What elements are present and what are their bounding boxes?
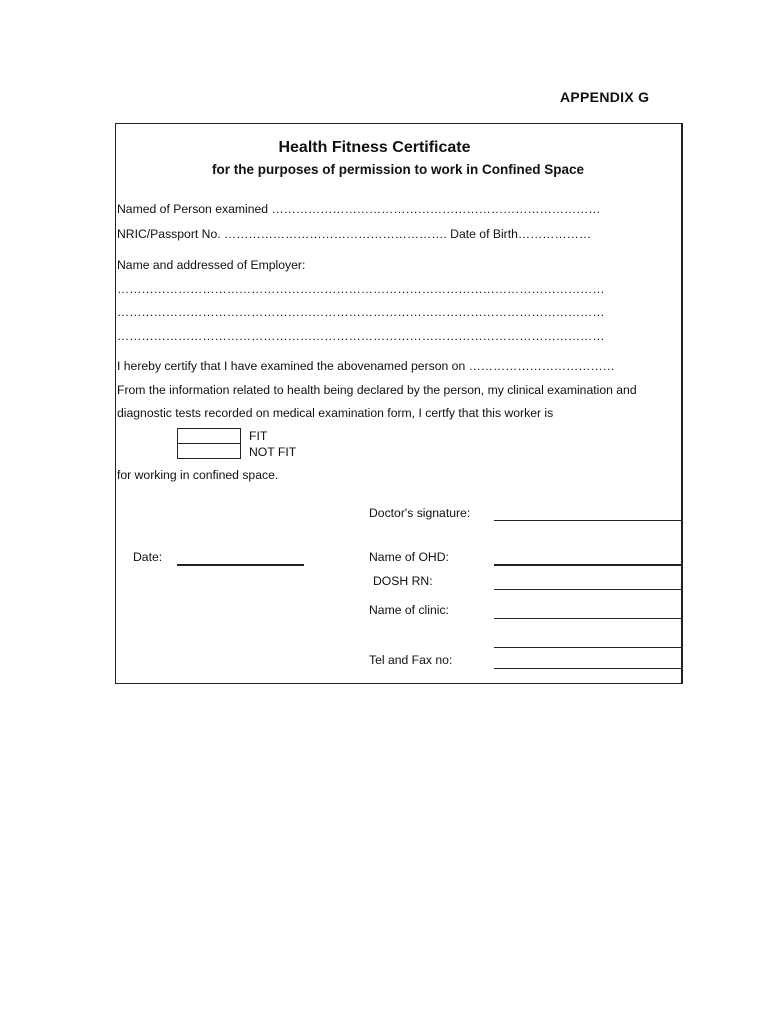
clinic-name-label: Name of clinic: xyxy=(369,603,449,617)
date-label: Date: xyxy=(133,550,163,564)
info-statement-line-2: diagnostic tests recorded on medical examination form, I certfy that this worker is xyxy=(117,406,554,420)
fit-checkbox[interactable] xyxy=(177,428,241,444)
employer-address-line-1[interactable]: ………………………………………………………………………………………………………… xyxy=(117,282,605,296)
clinic-name-line[interactable] xyxy=(494,618,683,619)
not-fit-label: NOT FIT xyxy=(249,445,297,459)
clinic-name-line-2[interactable] xyxy=(494,647,683,648)
employer-label: Name and addressed of Employer: xyxy=(117,258,306,272)
fit-label: FIT xyxy=(249,429,268,443)
tel-fax-line[interactable] xyxy=(494,668,683,669)
nric-dob-field[interactable]: NRIC/Passport No. ………………………………………………. Date of Birth……………… xyxy=(117,227,592,241)
dosh-rn-line[interactable] xyxy=(494,589,683,590)
dosh-rn-label: DOSH RN: xyxy=(373,574,433,588)
certificate-title: Health Fitness Certificate xyxy=(278,139,471,156)
ohd-name-line[interactable] xyxy=(494,564,683,566)
date-line[interactable] xyxy=(177,564,304,566)
employer-address-line-2[interactable]: ………………………………………………………………………………………………………… xyxy=(117,305,605,319)
appendix-label: APPENDIX G xyxy=(560,89,650,105)
tel-fax-label: Tel and Fax no: xyxy=(369,653,453,667)
employer-address-line-3[interactable]: ………………………………………………………………………………………………………… xyxy=(117,329,605,343)
doctor-signature-line[interactable] xyxy=(494,520,683,521)
certify-statement[interactable]: I hereby certify that I have examined the abovenamed person on ……………………………… xyxy=(117,359,615,373)
confined-space-statement: for working in confined space. xyxy=(117,468,279,482)
person-examined-field[interactable]: Named of Person examined ……………………………………………………………………… xyxy=(117,202,601,216)
doctor-signature-label: Doctor's signature: xyxy=(369,506,471,520)
not-fit-checkbox[interactable] xyxy=(177,443,241,459)
info-statement-line-1: From the information related to health being declared by the person, my clinical examination and xyxy=(117,383,637,397)
ohd-name-label: Name of OHD: xyxy=(369,550,449,564)
certificate-subtitle: for the purposes of permission to work in Confined Space xyxy=(211,162,585,177)
